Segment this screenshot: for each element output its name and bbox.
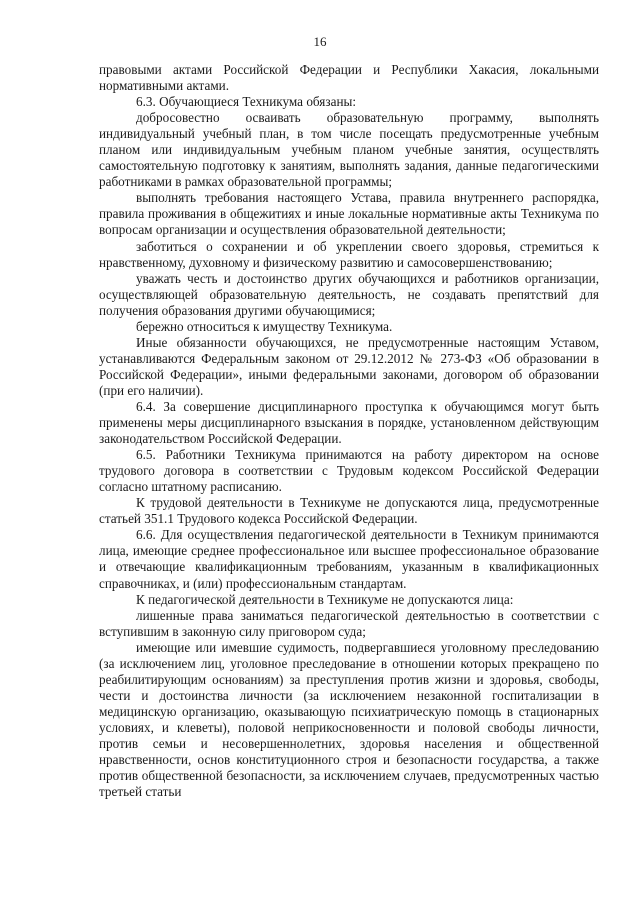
- paragraph: правовыми актами Российской Федерации и Республики Хакасия, локальными нормативными актами.: [99, 62, 599, 94]
- paragraph: 6.6. Для осуществления педагогической деятельности в Техникум принимаются лица, имеющие среднее профессиональное или высшее профессиональное образование и отвечающие квалификационным требованиям, указанным в квалификационных справочниках, и (или) профессиональным стандартам.: [99, 527, 599, 591]
- paragraph: 6.5. Работники Техникума принимаются на работу директором на основе трудового договора в соответствии с Трудовым кодексом Российской Федерации согласно штатному расписанию.: [99, 447, 599, 495]
- paragraph: лишенные права заниматься педагогической деятельностью в соответствии с вступившим в законную силу приговором суда;: [99, 607, 599, 639]
- paragraph: бережно относиться к имуществу Техникума.: [136, 318, 393, 334]
- paragraph: К педагогической деятельности в Техникуме не допускаются лица:: [136, 591, 514, 607]
- page-number: 16: [313, 34, 327, 49]
- paragraph: имеющие или имевшие судимость, подвергавшиеся уголовному преследованию (за исключением лиц, уголовное преследование в отношении которых прекращено по реабилитирующим основаниям) за преступления против жизни и здоровья, свободы, чести и достоинства личности (за исключением незаконной госпитализации в медицинскую организацию, оказывающую психиатрическую помощь в стационарных условиях, и клеветы), половой неприкосновенности и половой свободы личности, против семьи и несовершеннолетних, здоровья населения и общественной нравственности, основ конституционного строя и безопасности государства, а также против общественной безопасности, за исключением случаев, предусмотренных частью третьей статьи: [99, 639, 599, 800]
- paragraph: К трудовой деятельности в Техникуме не допускаются лица, предусмотренные статьей 351.1 Трудового кодекса Российской Федерации.: [99, 495, 599, 527]
- paragraph: уважать честь и достоинство других обучающихся и работников организации, осуществляющей образовательную деятельность, не создавать препятствий для получения образования другими обучающимися;: [99, 270, 599, 318]
- paragraph: заботиться о сохранении и об укреплении своего здоровья, стремиться к нравственному, духовному и физическому развитию и самосовершенствованию;: [99, 238, 599, 270]
- paragraph: добросовестно осваивать образовательную программу, выполнять индивидуальный учебный план, в том числе посещать предусмотренные учебным планом или индивидуальным учебным планом учебные занятия, осуществлять самостоятельную подготовку к занятиям, выполнять задания, данные педагогическими работниками в рамках образовательной программы;: [99, 110, 599, 190]
- paragraph: 6.4. За совершение дисциплинарного проступка к обучающимся могут быть применены меры дисциплинарного взыскания в порядке, установленном действующим законодательством Российской Федерации.: [99, 398, 599, 447]
- document-body: [99, 62, 599, 800]
- section-heading: 6.3. Обучающиеся Техникума обязаны:: [136, 94, 357, 110]
- paragraph: Иные обязанности обучающихся, не предусмотренные настоящим Уставом, устанавливаются Федеральным законом от 29.12.2012 № 273-ФЗ «Об образовании в Российской Федерации», иными федеральными законами, договором об образовании (при его наличии).: [99, 334, 599, 398]
- paragraph: выполнять требования настоящего Устава, правила внутреннего распорядка, правила проживания в общежитиях и иные локальные нормативные акты Техникума по вопросам организации и осуществления образовательной деятельности;: [99, 190, 599, 238]
